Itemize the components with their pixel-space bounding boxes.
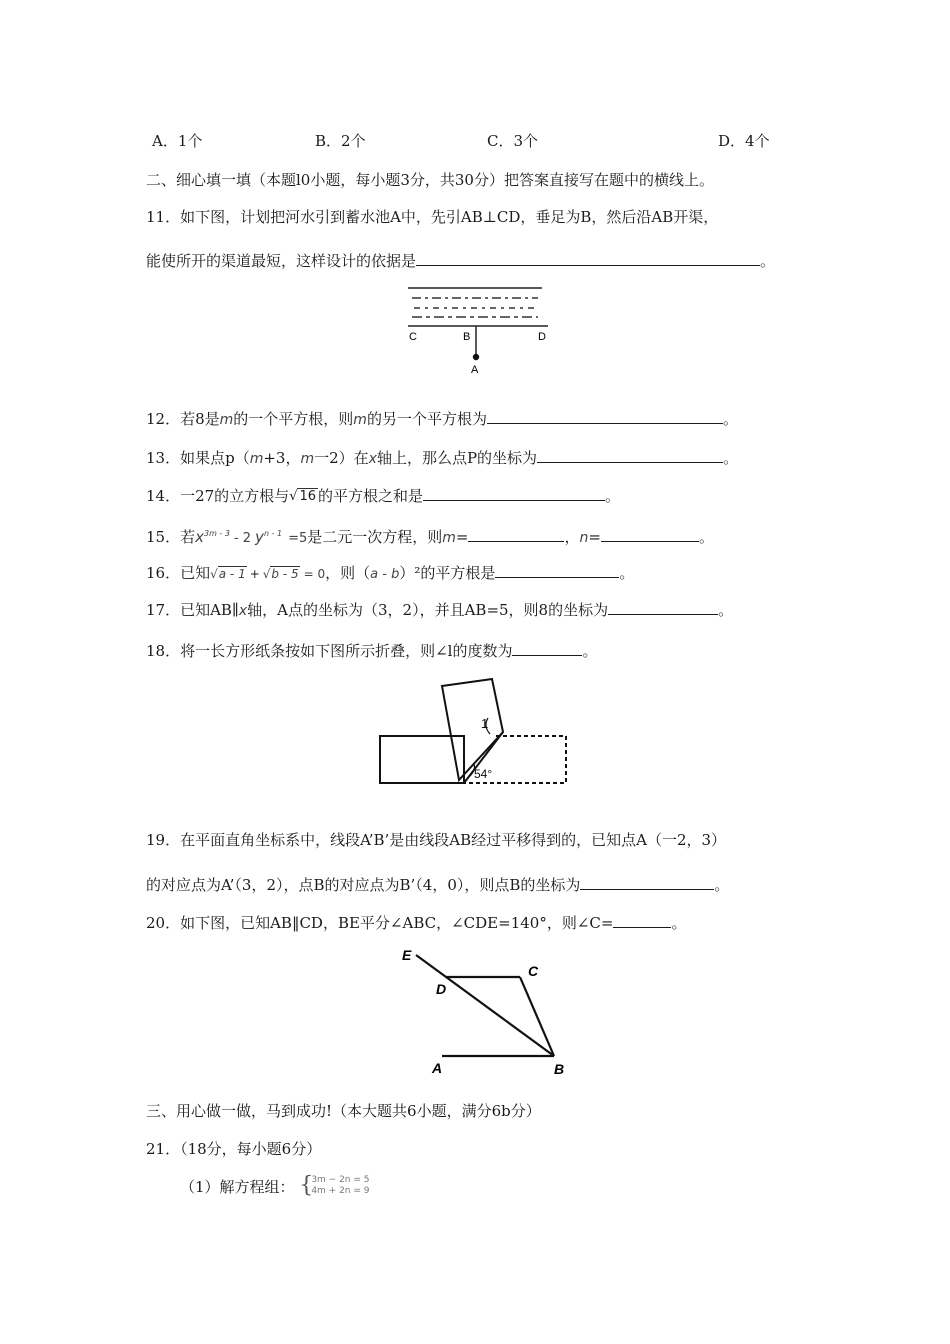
q21-heading: 21．（18分，每小题6分）: [146, 1140, 322, 1158]
q21-sub1: （1）解方程组： { 3m − 2n = 5 4m + 2n = 9: [180, 1177, 439, 1199]
angle-54-label: 54°: [474, 767, 493, 781]
q11-line1: 11．如下图，计划把河水引到蓄水池A中，先引AB⊥CD，垂足为B，然后沿AB开渠，: [146, 208, 719, 226]
folded-strip-figure: [370, 672, 580, 804]
river-canal-figure: [400, 284, 560, 376]
q14: 14．一27的立方根与√ 16 的平方根之和是 。: [146, 487, 621, 505]
sqrt-a-minus-1: √a - 1: [210, 567, 246, 581]
q11-line2: 能使所开的渠道最短，这样设计的依据是 。: [146, 252, 776, 270]
option-a: A．1个: [152, 132, 203, 150]
label-c: C: [409, 331, 417, 343]
label-c: C: [528, 963, 539, 979]
q15: 15．若$x^{3m - 3} - 2$ $y^{n - 1} =5$是二元一次方程，则m= ，n= 。: [146, 528, 714, 546]
option-b: B．2个: [315, 132, 366, 150]
parallel-lines-figure: [398, 944, 578, 1080]
section2-heading: 二、细心填一填（本题l0小题，每小题3分，共30分）把答案直接写在题中的横线上。: [146, 171, 714, 189]
q12-answer-blank[interactable]: [487, 408, 723, 424]
label-a: A: [432, 1060, 443, 1076]
q15-n-blank[interactable]: [601, 526, 699, 542]
q17-answer-blank[interactable]: [608, 599, 718, 615]
q15-m-blank[interactable]: [468, 526, 564, 542]
angle-1-label: 1: [481, 716, 489, 731]
q16: 16．已知√a - 1 + √b - 5 = 0，则（a - b）²的平方根是 。: [146, 564, 635, 582]
q13-answer-blank[interactable]: [537, 447, 723, 463]
label-b: B: [463, 331, 471, 343]
q19-line2: 的对应点为A’（3，2），点B的对应点为B’（4，0），则点B的坐标为 。: [146, 876, 730, 894]
label-b: B: [554, 1061, 565, 1077]
sqrt-b-minus-5: √b - 5: [262, 567, 299, 581]
q19-answer-blank[interactable]: [580, 874, 714, 890]
q18-answer-blank[interactable]: [512, 640, 582, 656]
q20-answer-blank[interactable]: [613, 912, 671, 928]
option-c: C．3个: [487, 132, 539, 150]
q18: 18．将一长方形纸条按如下图所示折叠，则∠l的度数为 。: [146, 642, 598, 660]
q12: 12．若8是m的一个平方根，则m的另一个平方根为 。: [146, 410, 738, 428]
label-d: D: [538, 331, 546, 343]
q17: 17．已知AB∥x轴，A点的坐标为（3，2），并且AB=5，则8的坐标为 。: [146, 601, 734, 619]
q16-answer-blank[interactable]: [495, 562, 619, 578]
q19-line1: 19．在平面直角坐标系中，线段A’B’是由线段AB经过平移得到的，已知点A（一2，3）: [146, 831, 727, 849]
q13: 13．如果点p（m+3，m一2）在x轴上，那么点P的坐标为 。: [146, 449, 739, 467]
label-e: E: [402, 947, 412, 963]
option-d: D．4个: [718, 132, 770, 150]
q14-answer-blank[interactable]: [423, 485, 605, 501]
section3-heading: 三、用心做一做，马到成功!（本大题共6小题，满分6b分）: [146, 1102, 541, 1120]
equation-system: { 3m − 2n = 5 4m + 2n = 9: [299, 1173, 370, 1198]
sqrt-16: √ 16: [289, 489, 317, 504]
label-d: D: [436, 981, 447, 997]
label-a: A: [471, 364, 479, 376]
q20: 20．如下图，已知AB‖CD，BE平分∠ABC，∠CDE=140°，则∠C= 。: [146, 914, 687, 932]
q11-answer-blank[interactable]: [416, 250, 760, 266]
